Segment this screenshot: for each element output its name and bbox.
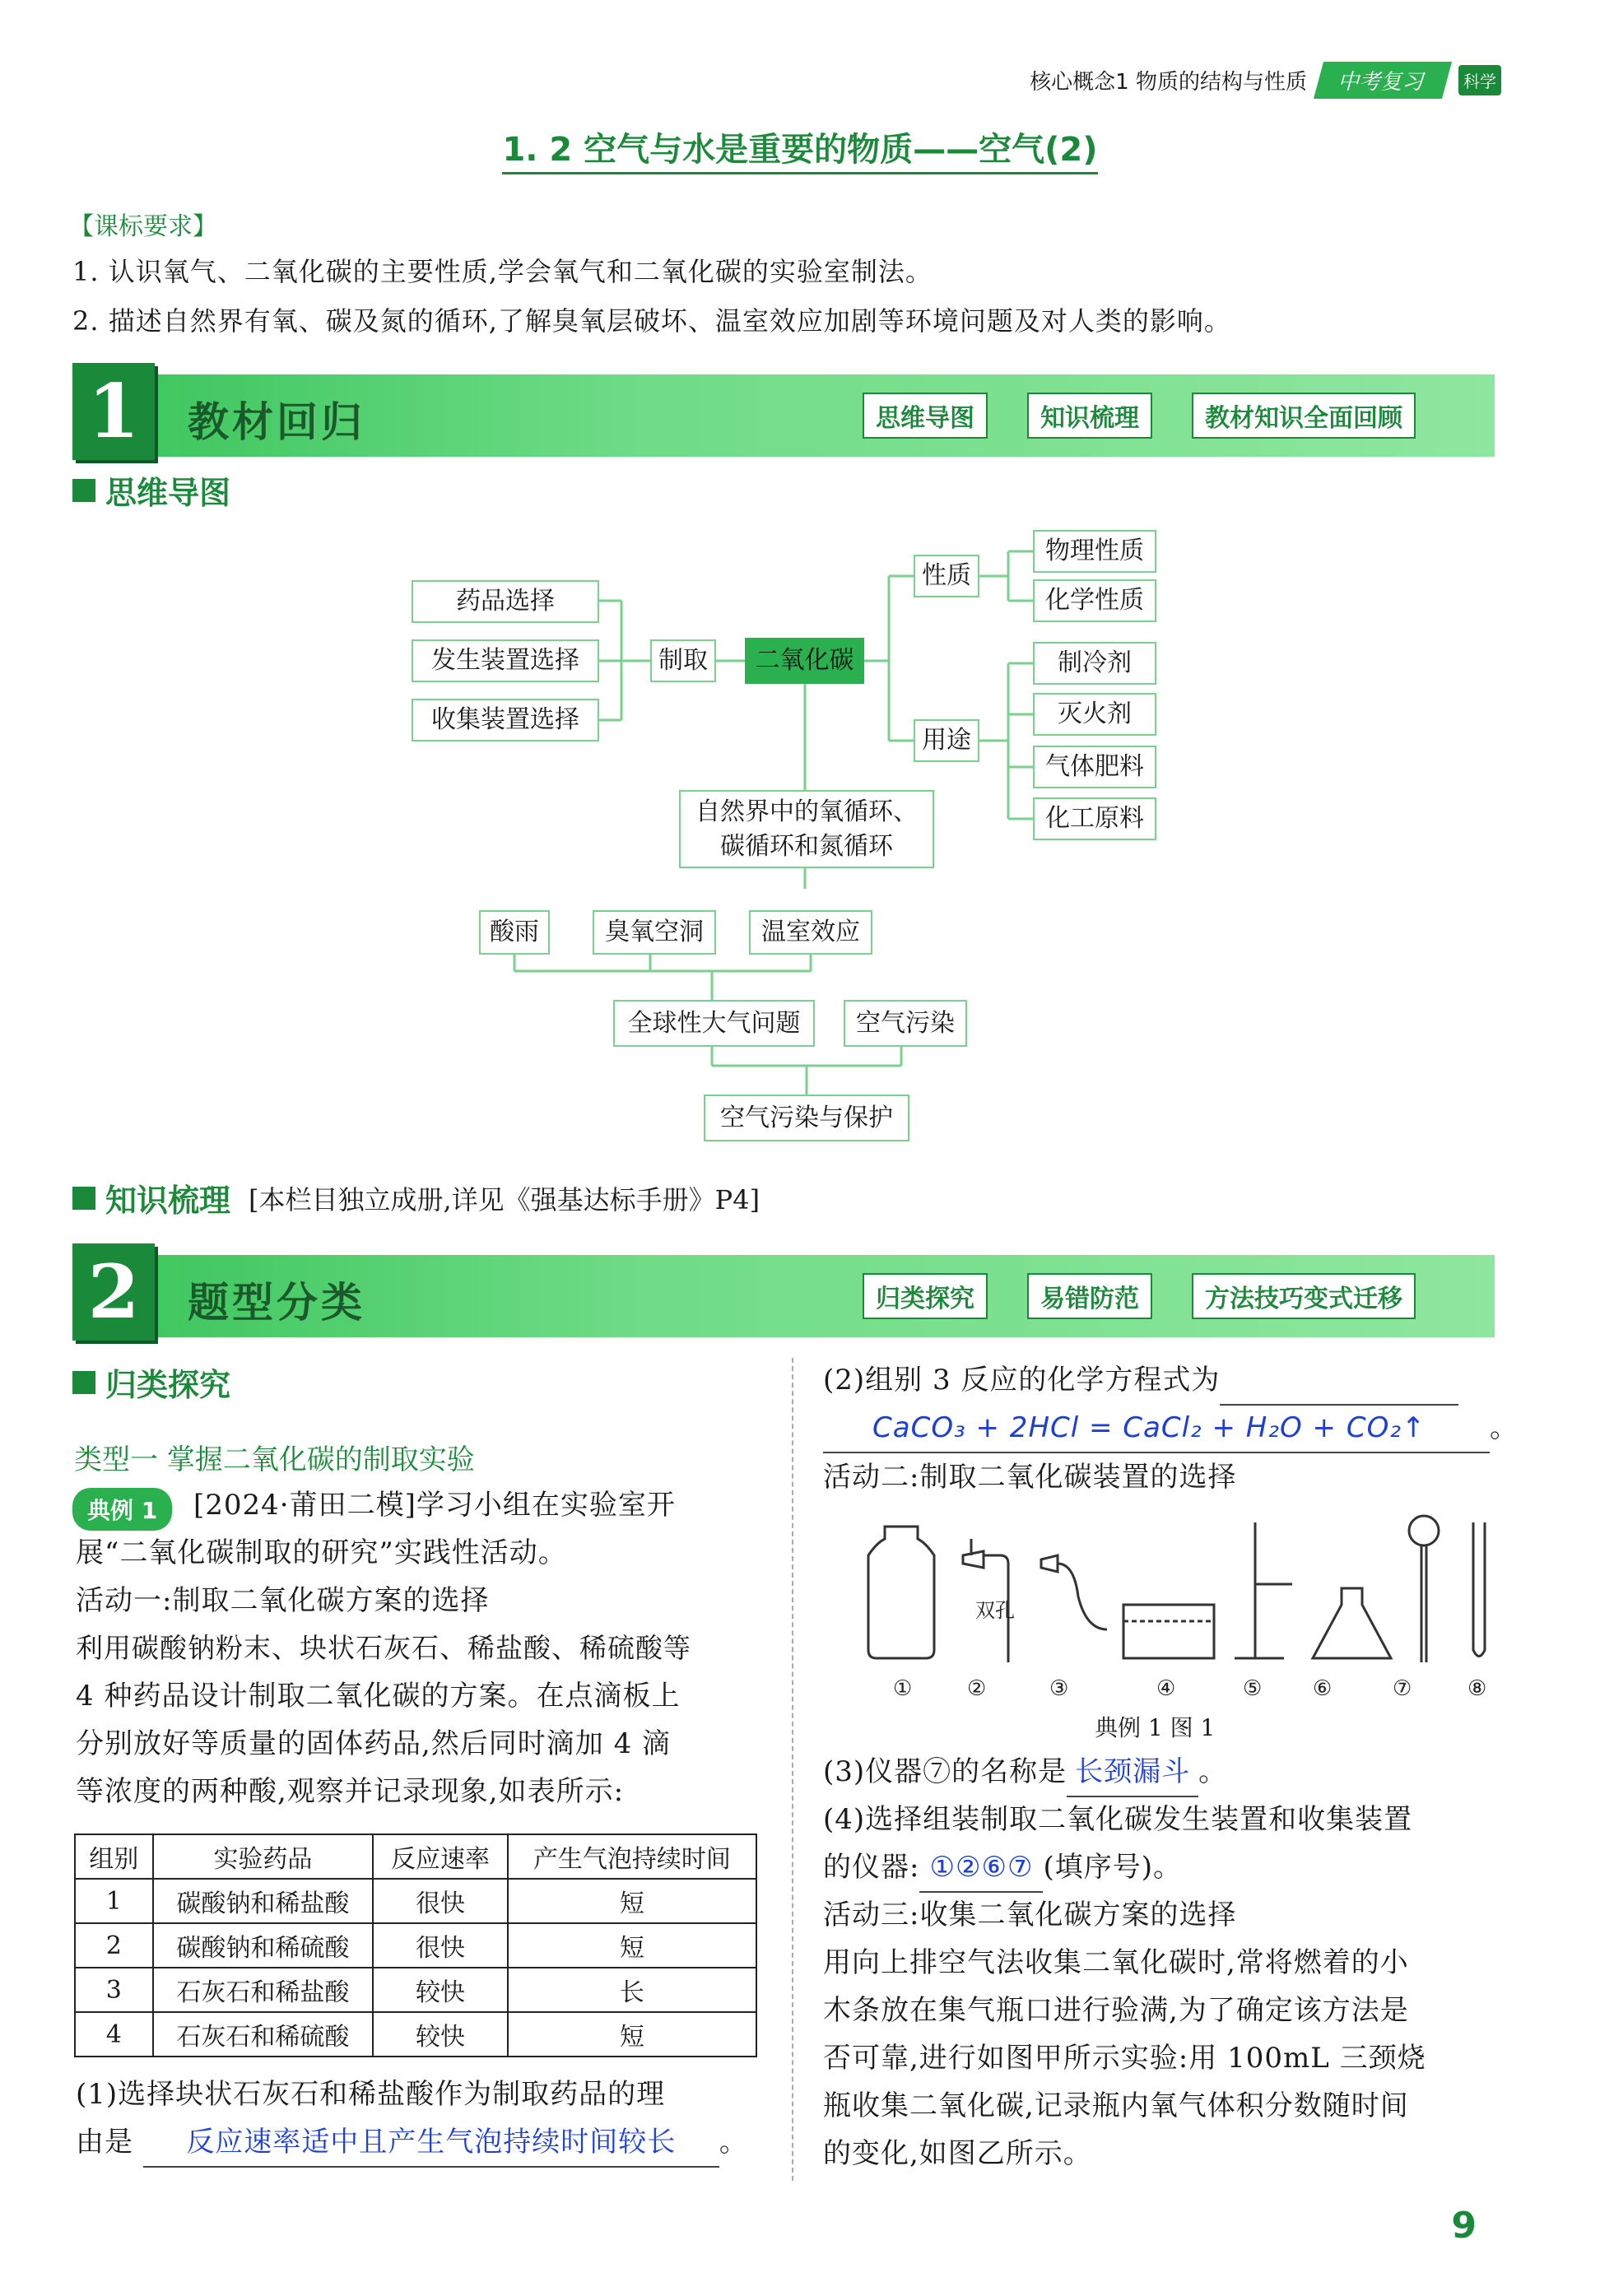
table-cell: 短 — [508, 1923, 756, 1968]
square-icon — [72, 1187, 95, 1210]
mm-chemical: 化学性质 — [1033, 579, 1156, 622]
rubber-tube-3 — [1058, 1564, 1107, 1629]
table-header: 反应速率 — [373, 1834, 508, 1879]
right-line-3: 否可靠,进行如图甲所示实验:用 100mL 三颈烧 — [823, 2042, 1426, 2075]
q1-answer: 反应速率适中且产生气泡持续时间较长 — [186, 2126, 677, 2159]
left-line-5: 4 种药品设计制取二氧化碳的方案。在点滴板上 — [76, 1680, 681, 1713]
experiment-table — [74, 1834, 757, 2057]
mm-greenhouse: 温室效应 — [749, 910, 872, 955]
fig-label-3: ③ — [1049, 1676, 1069, 1701]
example-badge: 典例 1 — [72, 1488, 172, 1531]
left-line-2: 展“二氧化碳制取的研究”实践性活动。 — [76, 1536, 567, 1569]
fig-label-5: ⑤ — [1243, 1676, 1263, 1701]
table-row — [75, 2012, 756, 2057]
pill-methods: 方法技巧变式迁移 — [1192, 1273, 1416, 1319]
q2-answer: CaCO₃ + 2HCl = CaCl₂ + H₂O + CO₂↑ — [872, 1411, 1426, 1444]
square-icon — [72, 1371, 95, 1394]
requirement-2: 2. 描述自然界有氧、碳及氮的循环,了解臭氧层破坏、温室效应加剧等环境问题及对人类的影响。 — [72, 305, 1231, 337]
table-header: 组别 — [75, 1834, 153, 1879]
mm-acid-rain: 酸雨 — [479, 910, 550, 955]
left-line-7: 等浓度的两种酸,观察并记录现象,如表所示: — [76, 1775, 625, 1808]
requirement-1: 1. 认识氧气、二氧化碳的主要性质,学会氧气和二氧化碳的实验室制法。 — [72, 256, 933, 287]
exam-review-tag: 中考复习 — [1314, 62, 1452, 99]
q4-line-1: (4)选择组装制取二氧化碳发生装置和收集装置 — [823, 1803, 1413, 1836]
mm-center-co2: 二氧化碳 — [745, 638, 864, 684]
q3-line: (3)仪器⑦的名称是 长颈漏斗 。 — [823, 1748, 1227, 1797]
section-title: 题型分类 — [188, 1279, 365, 1327]
table-cell: 2 — [75, 1923, 153, 1968]
knowledge-heading: 知识梳理 [本栏目独立成册,详见《强基达标手册》P4] — [72, 1175, 760, 1220]
subject-badge: 科学 — [1458, 65, 1501, 95]
activity-3: 活动三:收集二氧化碳方案的选择 — [823, 1899, 1237, 1931]
q1-line-1: (1)选择块状石灰石和稀盐酸作为制取药品的理 — [76, 2078, 666, 2111]
pill-explore: 归类探究 — [863, 1273, 988, 1319]
mm-xingzhi: 性质 — [914, 555, 979, 597]
concept-label: 核心概念1 物质的结构与性质 — [1030, 70, 1307, 95]
fig-label-4: ④ — [1156, 1676, 1176, 1701]
left-line-6: 分别放好等质量的固体药品,然后同时滴加 4 滴 — [76, 1727, 672, 1760]
right-line-2: 木条放在集气瓶口进行验满,为了确定该方法是 — [823, 1994, 1409, 2027]
section-banner-2 — [72, 1248, 1495, 1337]
right-line-5: 的变化,如图乙所示。 — [823, 2137, 1092, 2170]
table-cell: 石灰石和稀硫酸 — [153, 2012, 374, 2057]
single-stopper-3 — [1041, 1555, 1058, 1572]
water-trough-4 — [1123, 1605, 1214, 1658]
table-cell: 4 — [75, 2012, 153, 2057]
mm-global-problem: 全球性大气问题 — [613, 1000, 815, 1047]
gas-bottle-1 — [868, 1527, 934, 1658]
table-cell: 很快 — [373, 1923, 508, 1968]
mm-ozone-hole: 臭氧空洞 — [593, 910, 716, 955]
page-number: 9 — [1451, 2205, 1477, 2247]
apparatus-figure — [848, 1506, 1506, 1703]
mm-physical: 物理性质 — [1033, 530, 1156, 573]
mm-drug-select: 药品选择 — [412, 580, 599, 623]
table-row — [75, 1879, 756, 1923]
q4-line-2: 的仪器: ①②⑥⑦ (填序号)。 — [823, 1843, 1182, 1893]
mm-zhiqu: 制取 — [650, 639, 716, 682]
type1-heading: 类型一 掌握二氧化碳的制取实验 — [74, 1443, 475, 1476]
mm-chem-raw: 化工原料 — [1033, 797, 1156, 840]
page-title: 1. 2 空气与水是重要的物质——空气(2) — [0, 123, 1600, 170]
fig-label-2: ② — [967, 1676, 987, 1701]
figure-caption: 典例 1 图 1 — [1095, 1714, 1216, 1741]
table-row — [75, 1923, 756, 1968]
q1-line-2: 由是 反应速率适中且产生气泡持续时间较长 。 — [76, 2118, 748, 2168]
right-line-1: 用向上排空气法收集二氧化碳时,常将燃着的小 — [823, 1946, 1409, 1979]
conical-flask-6 — [1313, 1588, 1391, 1658]
left-line-4: 利用碳酸钠粉末、块状石灰石、稀盐酸、稀硫酸等 — [76, 1632, 691, 1664]
table-cell: 短 — [508, 1879, 756, 1923]
fig-label-1: ① — [893, 1676, 913, 1701]
column-divider — [792, 1358, 793, 2181]
right-line-4: 瓶收集二氧化碳,记录瓶内氧气体积分数随时间 — [823, 2089, 1409, 2122]
mindmap-heading: 思维导图 — [72, 467, 230, 513]
mm-protection: 空气污染与保护 — [704, 1095, 909, 1141]
requirements-label: 【课标要求】 — [69, 212, 217, 241]
fig-label-6: ⑥ — [1313, 1676, 1333, 1701]
mm-generator-select: 发生装置选择 — [412, 639, 599, 682]
long-funnel-7 — [1409, 1516, 1439, 1545]
table-row — [75, 1968, 756, 2012]
pill-review: 教材知识全面回顾 — [1192, 393, 1416, 439]
table-header: 实验药品 — [153, 1834, 374, 1879]
table-cell: 短 — [508, 2012, 756, 2057]
table-cell: 长 — [508, 1968, 756, 2012]
q2-answer-line: CaCO₃ + 2HCl = CaCl₂ + H₂O + CO₂↑ 。 — [823, 1404, 1519, 1453]
section-title: 教材回归 — [188, 398, 365, 446]
left-line-3: 活动一:制取二氧化碳方案的选择 — [76, 1584, 490, 1617]
table-header-row — [75, 1834, 756, 1879]
left-line-1: [2024·莆田二模]学习小组在实验室开 — [193, 1489, 676, 1522]
table-cell: 较快 — [373, 1968, 508, 2012]
fig-label-8: ⑧ — [1467, 1676, 1487, 1701]
mm-extinguisher: 灭火剂 — [1033, 693, 1156, 736]
table-cell: 碳酸钠和稀硫酸 — [153, 1923, 374, 1968]
test-tube-8 — [1473, 1522, 1485, 1657]
table-header: 产生气泡持续时间 — [508, 1834, 756, 1879]
mm-collector-select: 收集装置选择 — [412, 699, 599, 741]
mm-yongtu: 用途 — [914, 719, 979, 762]
q4-answer: ①②⑥⑦ — [929, 1851, 1034, 1884]
section-number: 1 — [72, 363, 155, 460]
section-number: 2 — [72, 1243, 155, 1341]
q2-line: (2)组别 3 反应的化学方程式为 — [823, 1356, 1458, 1406]
pill-mistakes: 易错防范 — [1027, 1273, 1152, 1319]
shuangkong-label: 双孔 — [975, 1599, 1015, 1622]
explore-heading: 归类探究 — [72, 1359, 230, 1405]
pill-knowledge: 知识梳理 — [1027, 393, 1152, 439]
mm-refrigerant: 制冷剂 — [1033, 642, 1156, 685]
table-cell: 碳酸钠和稀盐酸 — [153, 1879, 374, 1923]
fig-label-7: ⑦ — [1393, 1676, 1412, 1701]
table-cell: 很快 — [373, 1879, 508, 1923]
mm-cycle: 自然界中的氧循环、 碳循环和氮循环 — [679, 790, 934, 868]
table-cell: 1 — [75, 1879, 153, 1923]
mm-fertilizer: 气体肥料 — [1033, 746, 1156, 788]
table-cell: 石灰石和稀盐酸 — [153, 1968, 374, 2012]
knowledge-note: [本栏目独立成册,详见《强基达标手册》P4] — [249, 1183, 760, 1215]
mm-air-pollution: 空气污染 — [844, 1000, 967, 1047]
activity-2: 活动二:制取二氧化碳装置的选择 — [823, 1461, 1237, 1494]
table-cell: 较快 — [373, 2012, 508, 2057]
double-hole-stopper — [963, 1551, 984, 1568]
q3-answer: 长颈漏斗 — [1075, 1755, 1191, 1788]
pill-mindmap: 思维导图 — [863, 393, 988, 439]
table-cell: 3 — [75, 1968, 153, 2012]
